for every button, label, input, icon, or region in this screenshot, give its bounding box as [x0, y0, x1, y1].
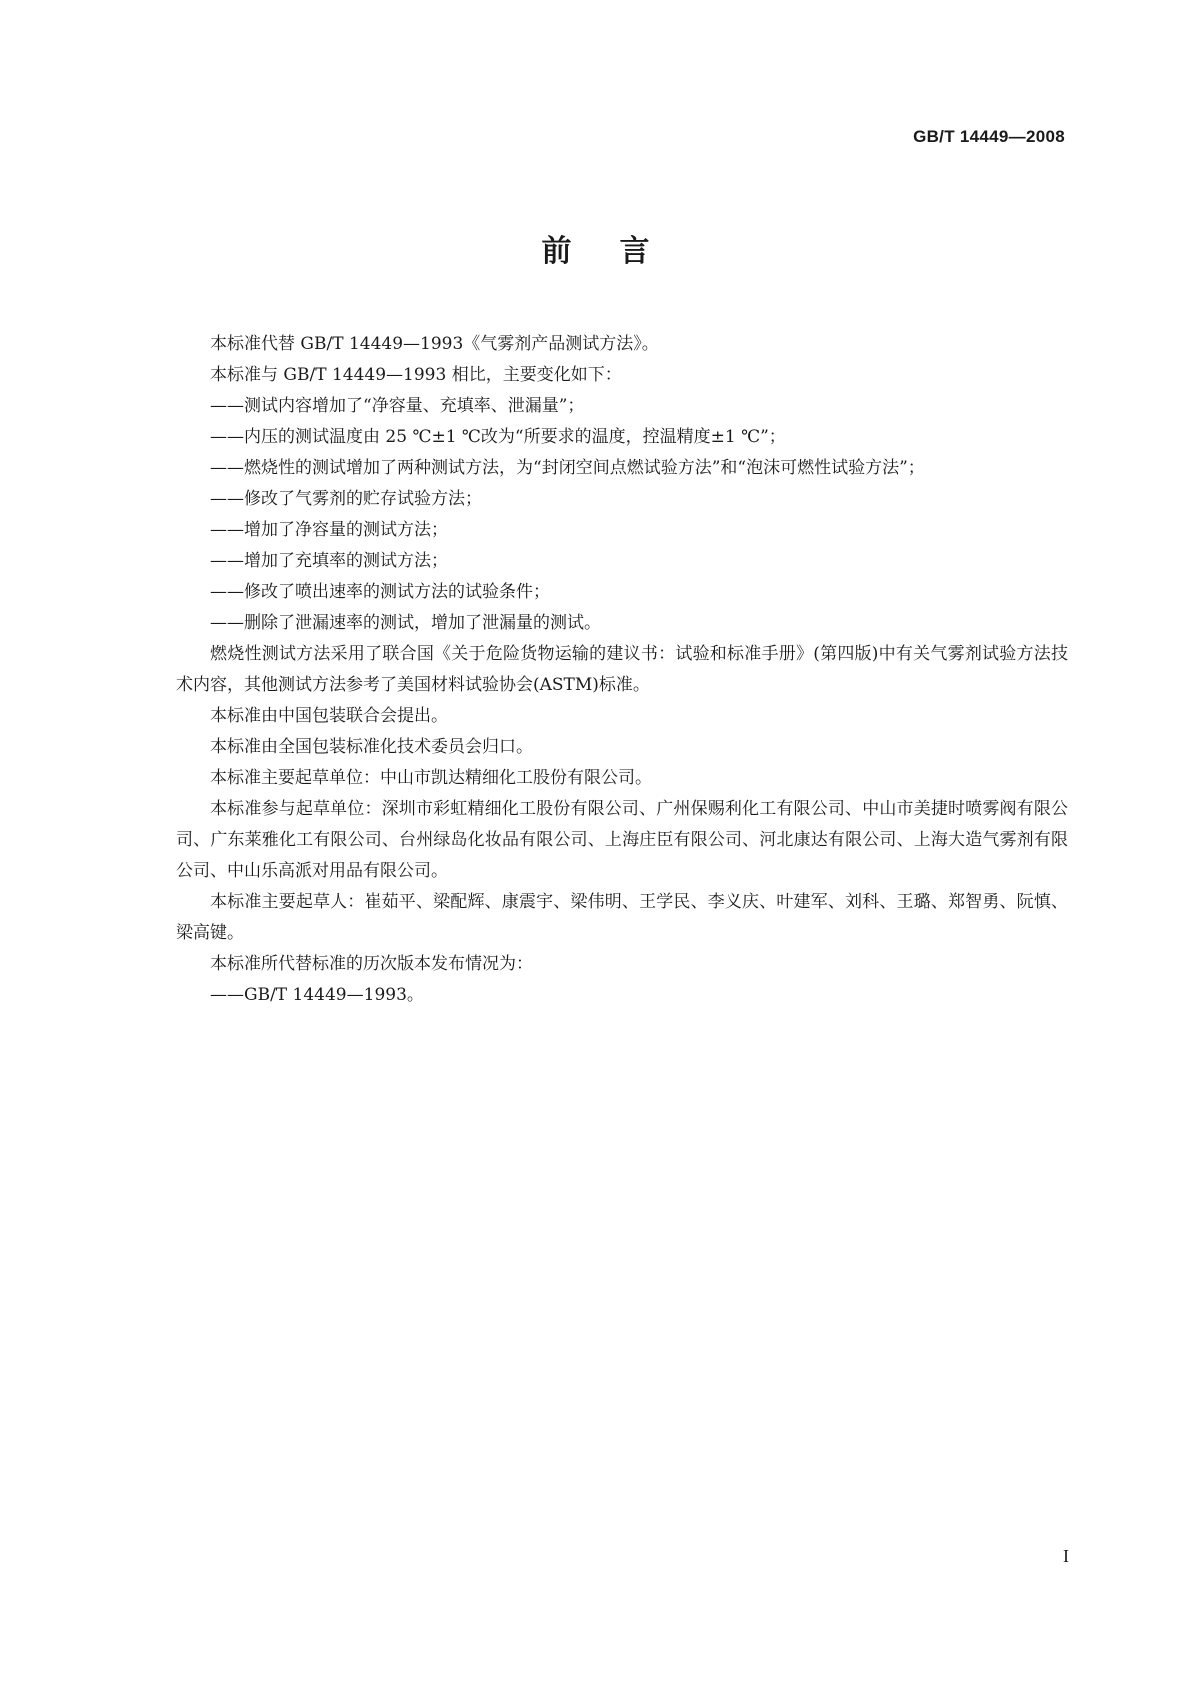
list-item: ——燃烧性的测试增加了两种测试方法，为“封闭空间点燃试验方法”和“泡沫可燃性试验方法”； — [210, 458, 925, 478]
page-number: I — [1063, 1546, 1069, 1566]
list-item: ——增加了充填率的测试方法； — [210, 551, 448, 571]
document-body — [176, 329, 1068, 1011]
paragraph: 本标准主要起草单位：中山市凯达精细化工股份有限公司。 — [210, 768, 652, 788]
list-item: ——内压的测试温度由 25 ℃±1 ℃改为“所要求的温度，控温精度±1 ℃”； — [210, 427, 786, 447]
list-item: ——修改了气雾剂的贮存试验方法； — [210, 489, 482, 509]
paragraph: 本标准主要起草人：崔茹平、梁配辉、康震宇、梁伟明、王学民、李义庆、叶建军、刘科、王璐、郑智勇、阮慎、梁高键。 — [176, 892, 1068, 943]
list-item: ——测试内容增加了“净容量、充填率、泄漏量”； — [210, 396, 585, 416]
paragraph: 本标准与 GB/T 14449—1993 相比，主要变化如下： — [210, 365, 622, 385]
list-item: ——增加了净容量的测试方法； — [210, 520, 448, 540]
paragraph: 本标准由中国包装联合会提出。 — [210, 706, 448, 726]
list-item: ——删除了泄漏速率的测试，增加了泄漏量的测试。 — [210, 613, 601, 633]
paragraph: 本标准由全国包装标准化技术委员会归口。 — [210, 737, 533, 757]
page-title: 前言 — [541, 234, 698, 269]
list-item: ——GB/T 14449—1993。 — [210, 985, 424, 1005]
paragraph: 本标准参与起草单位：深圳市彩虹精细化工股份有限公司、广州保赐利化工有限公司、中山市美捷时喷雾阀有限公司、广东莱雅化工有限公司、台州绿岛化妆品有限公司、上海庄臣有限公司、河北康达有限公司、上海大造气雾剂有限公司、中山乐高派对用品有限公司。 — [176, 799, 1068, 881]
paragraph: 本标准所代替标准的历次版本发布情况为： — [210, 954, 533, 974]
paragraph: 燃烧性测试方法采用了联合国《关于危险货物运输的建议书：试验和标准手册》(第四版)中有关气雾剂试验方法技术内容，其他测试方法参考了美国材料试验协会(ASTM)标准。 — [176, 644, 1068, 695]
list-item: ——修改了喷出速率的测试方法的试验条件； — [210, 582, 550, 602]
paragraph: 本标准代替 GB/T 14449—1993《气雾剂产品测试方法》。 — [210, 334, 659, 354]
standard-number: GB/T 14449—2008 — [913, 127, 1065, 146]
